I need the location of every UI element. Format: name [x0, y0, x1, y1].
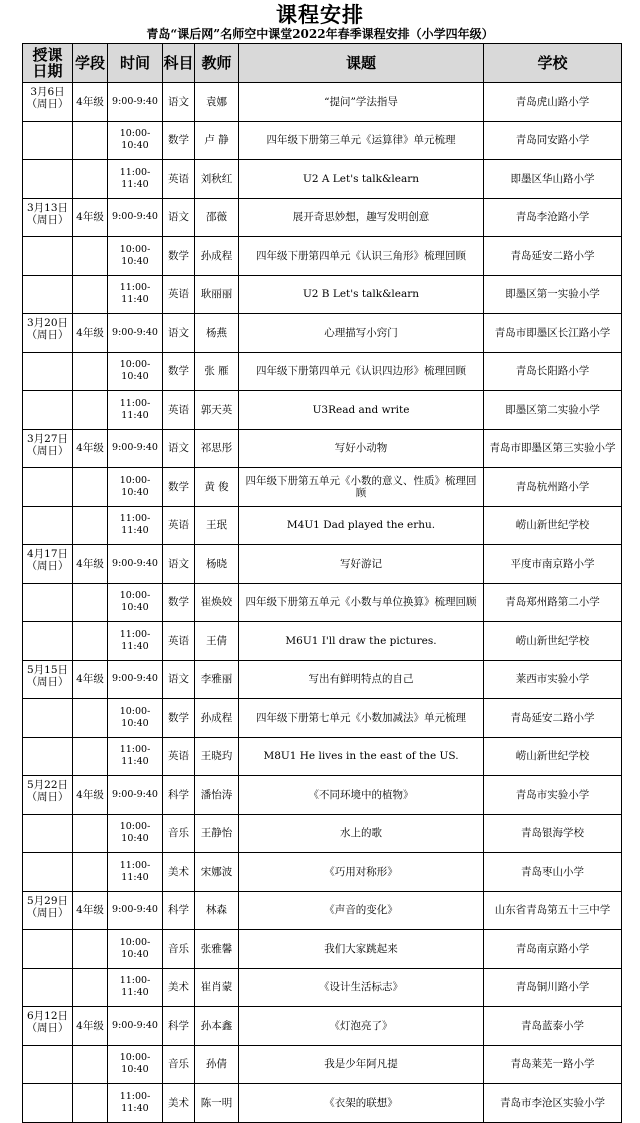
grade-cell: [73, 583, 108, 622]
subject-cell: 英语: [163, 160, 195, 199]
header-date: 授课 日期: [23, 44, 73, 83]
topic-cell: 我是少年阿凡提: [239, 1045, 484, 1084]
page-subtitle: 青岛“课后网”名师空中课堂2022年春季课程安排（小学四年级）: [146, 27, 494, 41]
school-cell: 青岛银海学校: [484, 814, 622, 853]
header-row: [23, 44, 622, 83]
school-cell: 青岛延安二路小学: [484, 237, 622, 276]
teacher-cell: 孙倩: [195, 1045, 239, 1084]
topic-cell: 水上的歌: [239, 814, 484, 853]
grade-cell: 4年级: [73, 660, 108, 699]
table-row: [23, 1084, 622, 1123]
subject-cell: 语文: [163, 545, 195, 584]
teacher-cell: 张 雁: [195, 352, 239, 391]
date-cell: [23, 1084, 73, 1123]
date-cell: [23, 660, 73, 699]
school-cell: 青岛枣山小学: [484, 853, 622, 892]
time-cell: 10:00-10:40: [108, 468, 163, 507]
topic-cell: 四年级下册第四单元《认识四边形》梳理回顾: [239, 352, 484, 391]
date-text: 4月17日: [26, 548, 69, 560]
time-cell: 9:00-9:40: [108, 314, 163, 353]
header-subject: 科目: [163, 44, 195, 83]
subject-cell: 语文: [163, 660, 195, 699]
schedule-body: [23, 83, 622, 1123]
date-cell: [23, 506, 73, 545]
school-cell: 即墨区第一实验小学: [484, 275, 622, 314]
weekday-text: （周日）: [26, 98, 69, 110]
date-cell: [23, 391, 73, 430]
topic-cell: U3Read and write: [239, 391, 484, 430]
topic-cell: 《声音的变化》: [239, 891, 484, 930]
teacher-cell: 郭天英: [195, 391, 239, 430]
grade-cell: [73, 699, 108, 738]
topic-cell: 《巧用对称形》: [239, 853, 484, 892]
time-cell: 11:00-11:40: [108, 968, 163, 1007]
time-cell: 9:00-9:40: [108, 1007, 163, 1046]
topic-cell: 写出有鲜明特点的自己: [239, 660, 484, 699]
grade-cell: [73, 352, 108, 391]
school-cell: 青岛铜川路小学: [484, 968, 622, 1007]
topic-cell: 四年级下册第四单元《认识三角形》梳理回顾: [239, 237, 484, 276]
table-row: [23, 1007, 622, 1046]
teacher-cell: 孙成程: [195, 699, 239, 738]
teacher-cell: 祁思彤: [195, 429, 239, 468]
grade-cell: [73, 853, 108, 892]
teacher-cell: 孙成程: [195, 237, 239, 276]
time-cell: 11:00-11:40: [108, 1084, 163, 1123]
table-row: [23, 352, 622, 391]
teacher-cell: 王静怡: [195, 814, 239, 853]
teacher-cell: 邵薇: [195, 198, 239, 237]
topic-cell: 《设计生活标志》: [239, 968, 484, 1007]
teacher-cell: 陈一明: [195, 1084, 239, 1123]
table-row: [23, 121, 622, 160]
time-cell: 10:00-10:40: [108, 699, 163, 738]
date-cell: [23, 160, 73, 199]
school-cell: 青岛南京路小学: [484, 930, 622, 969]
date-cell: [23, 198, 73, 237]
date-cell: [23, 853, 73, 892]
subject-cell: 英语: [163, 275, 195, 314]
subject-cell: 数学: [163, 468, 195, 507]
time-cell: 11:00-11:40: [108, 853, 163, 892]
header-topic: 课题: [239, 44, 484, 83]
teacher-cell: 王倩: [195, 622, 239, 661]
subject-cell: 美术: [163, 1084, 195, 1123]
school-cell: 即墨区第二实验小学: [484, 391, 622, 430]
subject-cell: 数学: [163, 121, 195, 160]
topic-cell: 展开奇思妙想，趣写发明创意: [239, 198, 484, 237]
table-row: [23, 468, 622, 507]
topic-cell: U2 B Let's talk&learn: [239, 275, 484, 314]
date-text: 5月22日: [26, 779, 69, 791]
topic-cell: 《不同环境中的植物》: [239, 776, 484, 815]
subject-cell: 科学: [163, 1007, 195, 1046]
time-cell: 9:00-9:40: [108, 83, 163, 122]
grade-cell: [73, 275, 108, 314]
page-title: 课程安排: [276, 2, 364, 27]
grade-cell: [73, 814, 108, 853]
teacher-cell: 李雅丽: [195, 660, 239, 699]
school-cell: 青岛市即墨区长江路小学: [484, 314, 622, 353]
date-text: 3月6日: [30, 86, 65, 98]
date-cell: [23, 1007, 73, 1046]
teacher-cell: 崔肖蒙: [195, 968, 239, 1007]
table-row: [23, 776, 622, 815]
date-cell: [23, 583, 73, 622]
date-cell: [23, 352, 73, 391]
table-row: [23, 699, 622, 738]
school-cell: 青岛长阳路小学: [484, 352, 622, 391]
school-cell: 青岛蓝泰小学: [484, 1007, 622, 1046]
table-row: [23, 737, 622, 776]
school-cell: 青岛杭州路小学: [484, 468, 622, 507]
schedule-table: [22, 43, 622, 1123]
school-cell: 崂山新世纪学校: [484, 737, 622, 776]
teacher-cell: 刘秋红: [195, 160, 239, 199]
school-cell: 青岛郑州路第二小学: [484, 583, 622, 622]
subject-cell: 数学: [163, 583, 195, 622]
topic-cell: 心理描写小窍门: [239, 314, 484, 353]
date-cell: [23, 237, 73, 276]
weekday-text: （周日）: [26, 444, 69, 457]
grade-cell: [73, 968, 108, 1007]
subject-cell: 数学: [163, 237, 195, 276]
topic-cell: 我们大家跳起来: [239, 930, 484, 969]
teacher-cell: 张雅馨: [195, 930, 239, 969]
teacher-cell: 杨燕: [195, 314, 239, 353]
school-cell: 青岛市李沧区实验小学: [484, 1084, 622, 1123]
time-cell: 11:00-11:40: [108, 737, 163, 776]
date-text: 5月29日: [26, 894, 69, 907]
time-cell: 11:00-11:40: [108, 391, 163, 430]
date-text: 3月27日: [26, 432, 69, 445]
date-cell: [23, 776, 73, 815]
teacher-cell: 卢 静: [195, 121, 239, 160]
table-row: [23, 198, 622, 237]
school-cell: 崂山新世纪学校: [484, 506, 622, 545]
table-row: [23, 83, 622, 122]
date-text: 6月12日: [26, 1010, 69, 1022]
date-cell: [23, 622, 73, 661]
table-row: [23, 545, 622, 584]
header-grade: 学段: [73, 44, 108, 83]
teacher-cell: 杨晓: [195, 545, 239, 584]
school-cell: 青岛延安二路小学: [484, 699, 622, 738]
header-school: 学校: [484, 44, 622, 83]
time-cell: 10:00-10:40: [108, 930, 163, 969]
time-cell: 11:00-11:40: [108, 160, 163, 199]
table-row: [23, 1045, 622, 1084]
grade-cell: [73, 930, 108, 969]
time-cell: 10:00-10:40: [108, 121, 163, 160]
table-row: [23, 160, 622, 199]
weekday-text: （周日）: [26, 906, 69, 919]
subject-cell: 语文: [163, 429, 195, 468]
subject-cell: 英语: [163, 622, 195, 661]
grade-cell: 4年级: [73, 429, 108, 468]
date-cell: [23, 83, 73, 122]
header-time: 时间: [108, 44, 163, 83]
grade-cell: 4年级: [73, 198, 108, 237]
time-cell: 11:00-11:40: [108, 506, 163, 545]
subject-cell: 美术: [163, 968, 195, 1007]
weekday-text: （周日）: [26, 560, 69, 572]
subject-cell: 音乐: [163, 930, 195, 969]
grade-cell: [73, 468, 108, 507]
date-cell: [23, 968, 73, 1007]
grade-cell: 4年级: [73, 314, 108, 353]
school-cell: 青岛莱芜一路小学: [484, 1045, 622, 1084]
subject-cell: 语文: [163, 198, 195, 237]
table-row: [23, 314, 622, 353]
grade-cell: [73, 1045, 108, 1084]
date-text: 3月20日: [26, 317, 69, 329]
grade-cell: 4年级: [73, 545, 108, 584]
grade-cell: [73, 506, 108, 545]
teacher-cell: 袁娜: [195, 83, 239, 122]
school-cell: 莱西市实验小学: [484, 660, 622, 699]
subject-cell: 数学: [163, 699, 195, 738]
grade-cell: [73, 391, 108, 430]
teacher-cell: 黄 俊: [195, 468, 239, 507]
topic-cell: 四年级下册第五单元《小数与单位换算》梳理回顾: [239, 583, 484, 622]
school-cell: 青岛李沧路小学: [484, 198, 622, 237]
school-cell: 平度市南京路小学: [484, 545, 622, 584]
subject-cell: 科学: [163, 776, 195, 815]
grade-cell: [73, 160, 108, 199]
topic-cell: M8U1 He lives in the east of the US.: [239, 737, 484, 776]
date-cell: [23, 891, 73, 930]
school-cell: 青岛同安路小学: [484, 121, 622, 160]
date-cell: [23, 429, 73, 468]
table-row: [23, 814, 622, 853]
time-cell: 10:00-10:40: [108, 237, 163, 276]
school-cell: 青岛市即墨区第三实验小学: [484, 429, 622, 468]
table-row: [23, 853, 622, 892]
weekday-text: （周日）: [26, 791, 69, 803]
date-cell: [23, 814, 73, 853]
topic-cell: 《衣架的联想》: [239, 1084, 484, 1123]
subject-cell: 数学: [163, 352, 195, 391]
teacher-cell: 宋娜波: [195, 853, 239, 892]
table-row: [23, 930, 622, 969]
school-cell: 青岛市实验小学: [484, 776, 622, 815]
teacher-cell: 耿丽丽: [195, 275, 239, 314]
time-cell: 10:00-10:40: [108, 352, 163, 391]
topic-cell: M6U1 I'll draw the pictures.: [239, 622, 484, 661]
subject-cell: 语文: [163, 83, 195, 122]
teacher-cell: 崔焕姣: [195, 583, 239, 622]
table-row: [23, 275, 622, 314]
date-cell: [23, 314, 73, 353]
time-cell: 10:00-10:40: [108, 814, 163, 853]
date-cell: [23, 737, 73, 776]
time-cell: 11:00-11:40: [108, 275, 163, 314]
table-row: [23, 968, 622, 1007]
topic-cell: M4U1 Dad played the erhu.: [239, 506, 484, 545]
topic-cell: 四年级下册第三单元《运算律》单元梳理: [239, 121, 484, 160]
date-text: 3月13日: [26, 201, 69, 214]
teacher-cell: 王晓玓: [195, 737, 239, 776]
teacher-cell: 王珉: [195, 506, 239, 545]
school-cell: 即墨区华山路小学: [484, 160, 622, 199]
topic-cell: “提问”学法指导: [239, 83, 484, 122]
date-cell: [23, 1045, 73, 1084]
time-cell: 9:00-9:40: [108, 429, 163, 468]
grade-cell: [73, 622, 108, 661]
teacher-cell: 潘怡涛: [195, 776, 239, 815]
grade-cell: [73, 1084, 108, 1123]
time-cell: 9:00-9:40: [108, 660, 163, 699]
topic-cell: 四年级下册第五单元《小数的意义、性质》梳理回顾: [239, 468, 484, 507]
topic-cell: 四年级下册第七单元《小数加减法》单元梳理: [239, 699, 484, 738]
date-cell: [23, 468, 73, 507]
date-cell: [23, 121, 73, 160]
grade-cell: [73, 121, 108, 160]
grade-cell: [73, 237, 108, 276]
weekday-text: （周日）: [26, 1022, 69, 1034]
teacher-cell: 林森: [195, 891, 239, 930]
subject-cell: 语文: [163, 314, 195, 353]
grade-cell: 4年级: [73, 1007, 108, 1046]
subject-cell: 英语: [163, 737, 195, 776]
subject-cell: 美术: [163, 853, 195, 892]
topic-cell: 《灯泡亮了》: [239, 1007, 484, 1046]
school-cell: 崂山新世纪学校: [484, 622, 622, 661]
header-teacher: 教师: [195, 44, 239, 83]
date-cell: [23, 545, 73, 584]
date-cell: [23, 699, 73, 738]
weekday-text: （周日）: [26, 675, 69, 688]
time-cell: 10:00-10:40: [108, 1045, 163, 1084]
time-cell: 9:00-9:40: [108, 198, 163, 237]
table-row: [23, 891, 622, 930]
weekday-text: （周日）: [26, 213, 69, 226]
table-row: [23, 660, 622, 699]
grade-cell: 4年级: [73, 891, 108, 930]
grade-cell: 4年级: [73, 83, 108, 122]
teacher-cell: 孙本鑫: [195, 1007, 239, 1046]
time-cell: 10:00-10:40: [108, 583, 163, 622]
table-row: [23, 237, 622, 276]
table-row: [23, 391, 622, 430]
subject-cell: 英语: [163, 506, 195, 545]
time-cell: 9:00-9:40: [108, 545, 163, 584]
table-row: [23, 429, 622, 468]
date-cell: [23, 930, 73, 969]
time-cell: 11:00-11:40: [108, 622, 163, 661]
topic-cell: 写好小动物: [239, 429, 484, 468]
topic-cell: U2 A Let's talk&learn: [239, 160, 484, 199]
subject-cell: 音乐: [163, 1045, 195, 1084]
subject-cell: 音乐: [163, 814, 195, 853]
weekday-text: （周日）: [26, 329, 69, 341]
school-cell: 山东省青岛第五十三中学: [484, 891, 622, 930]
subject-cell: 科学: [163, 891, 195, 930]
table-row: [23, 583, 622, 622]
time-cell: 9:00-9:40: [108, 891, 163, 930]
grade-cell: [73, 737, 108, 776]
school-cell: 青岛虎山路小学: [484, 83, 622, 122]
date-text: 5月15日: [26, 663, 69, 676]
topic-cell: 写好游记: [239, 545, 484, 584]
subject-cell: 英语: [163, 391, 195, 430]
table-row: [23, 506, 622, 545]
grade-cell: 4年级: [73, 776, 108, 815]
time-cell: 9:00-9:40: [108, 776, 163, 815]
date-cell: [23, 275, 73, 314]
table-row: [23, 622, 622, 661]
